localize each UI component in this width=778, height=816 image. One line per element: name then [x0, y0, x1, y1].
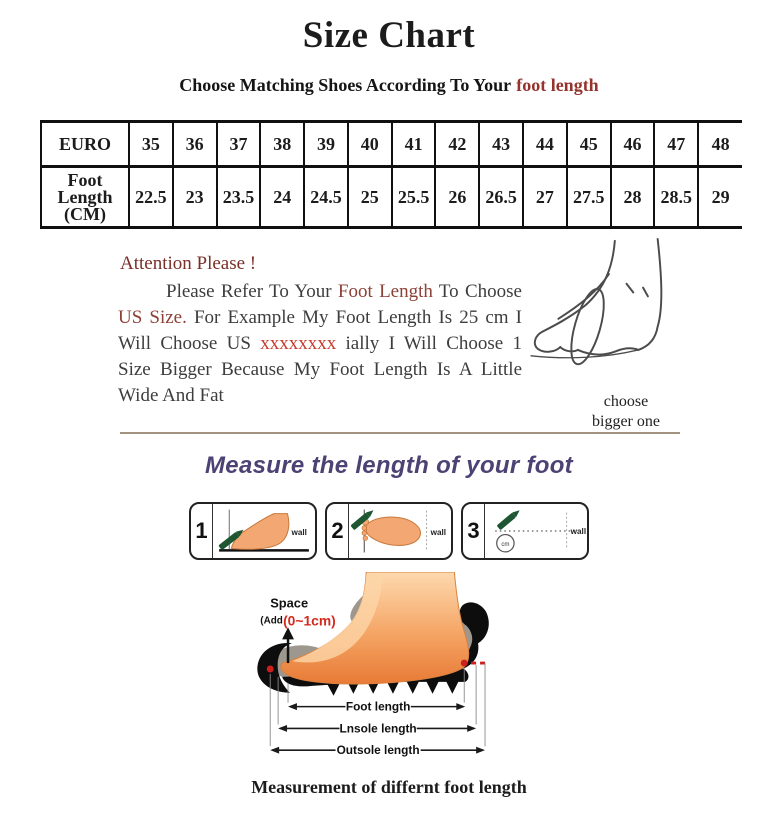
section-divider	[120, 432, 680, 434]
foot-sketch-block	[526, 237, 726, 432]
foot-length-row	[41, 167, 742, 228]
redacted-size-text: xxxxxxxx	[260, 333, 337, 354]
euro-size-cell: 48	[698, 122, 742, 167]
page-title: Size Chart	[302, 15, 476, 56]
foot-length-cell: 24	[260, 167, 304, 228]
foot-top-shape	[366, 517, 420, 545]
foot-length-cell: 26.5	[479, 167, 523, 228]
us-size-highlight: US Size.	[118, 307, 187, 328]
space-add-label: (Add	[260, 615, 283, 627]
euro-size-cell: 35	[129, 122, 173, 167]
step-3-illustration	[485, 504, 587, 558]
step-1-box	[189, 502, 317, 560]
step-3-number: 3	[463, 504, 485, 558]
euro-size-cell: 42	[435, 122, 479, 167]
foot-length-cell: 29	[698, 167, 742, 228]
measurement-steps-row	[0, 502, 778, 560]
toe	[362, 526, 366, 530]
insole-length-arrow-label: Lnsole length	[339, 721, 417, 736]
subtitle-prefix: Choose Matching Shoes According To Your	[179, 75, 512, 95]
euro-size-cell: 39	[304, 122, 348, 167]
sketch-instep-line	[558, 274, 609, 319]
euro-size-cell: 36	[173, 122, 217, 167]
toe-end-dot	[267, 666, 274, 673]
attention-section	[118, 253, 718, 430]
sketch-ankle-mark	[626, 284, 633, 293]
toe	[363, 536, 367, 540]
foot-length-cell: 27.5	[567, 167, 611, 228]
euro-size-cell: 38	[260, 122, 304, 167]
subtitle	[0, 75, 778, 96]
foot-length-cell: 24.5	[304, 167, 348, 228]
euro-size-row	[41, 122, 742, 167]
heel-end-dot	[461, 660, 468, 667]
foot-length-cell: 28	[611, 167, 655, 228]
space-label: Space	[270, 595, 309, 611]
euro-size-cell: 40	[348, 122, 392, 167]
step-1-number: 1	[191, 504, 213, 558]
attention-paragraph: Please Refer To Your Foot Length To Choose US Size. For Example My Foot Length Is 25 cm I Will Choose US xxxxxxxx ially I Will Choose 1 Size Bigger Because My Foot Length Is A Little Wide And Fat	[118, 281, 523, 406]
toe	[362, 531, 366, 535]
step-2-illustration	[349, 504, 451, 558]
foot-length-arrow-label: Foot length	[345, 699, 411, 714]
wall-label: wall	[430, 528, 447, 538]
foot-length-cell: 27	[523, 167, 567, 228]
euro-size-cell: 37	[217, 122, 261, 167]
euro-size-cell: 44	[523, 122, 567, 167]
subtitle-highlight: foot length	[516, 75, 599, 95]
foot-length-cell: 25.5	[392, 167, 436, 228]
foot-length-cell: 26	[435, 167, 479, 228]
sketch-big-toe	[534, 331, 559, 351]
euro-size-cell: 43	[479, 122, 523, 167]
sketch-caption: choose bigger one	[592, 393, 660, 430]
foot-length-cell: 25	[348, 167, 392, 228]
space-range-label: (0~1cm)	[283, 612, 336, 629]
foot-length-diagram	[0, 572, 778, 773]
foot-girth-sketch	[529, 237, 724, 385]
outsole-length-arrow-label: Outsole length	[336, 743, 420, 758]
euro-size-cell: 45	[567, 122, 611, 167]
space-arrow-head	[282, 627, 294, 639]
ruler-circle-label: cm	[501, 540, 510, 548]
foot-length-cell: 23	[173, 167, 217, 228]
size-chart-page	[0, 14, 778, 816]
euro-size-cell: 41	[392, 122, 436, 167]
attention-heading: Attention Please !	[120, 253, 257, 274]
foot-length-cell: 23.5	[217, 167, 261, 228]
sketch-back-leg-line	[638, 239, 661, 350]
foot-length-row-header: Foot Length (CM)	[41, 167, 129, 228]
wall-label: wall	[291, 528, 307, 538]
foot-length-cell: 22.5	[129, 167, 173, 228]
step-2-number: 2	[327, 504, 349, 558]
size-conversion-table	[40, 120, 742, 229]
sketch-front-leg-line	[542, 241, 614, 332]
sketch-toes	[560, 347, 578, 351]
step-1-illustration	[213, 504, 315, 558]
step-3-box	[461, 502, 589, 560]
foot-length-cell: 28.5	[654, 167, 698, 228]
sketch-ankle-mark	[643, 288, 648, 297]
euro-size-cell: 46	[611, 122, 655, 167]
euro-size-cell: 47	[654, 122, 698, 167]
step-2-box	[325, 502, 453, 560]
pencil-icon	[497, 508, 522, 530]
measure-section-heading: Measure the length of your foot	[205, 452, 573, 479]
diagram-caption: Measurement of differnt foot length	[251, 777, 527, 797]
foot-length-diagram-svg	[228, 572, 550, 768]
wall-label: wall	[570, 527, 587, 537]
foot-length-highlight: Foot Length	[337, 281, 433, 302]
euro-row-header: EURO	[41, 122, 129, 167]
